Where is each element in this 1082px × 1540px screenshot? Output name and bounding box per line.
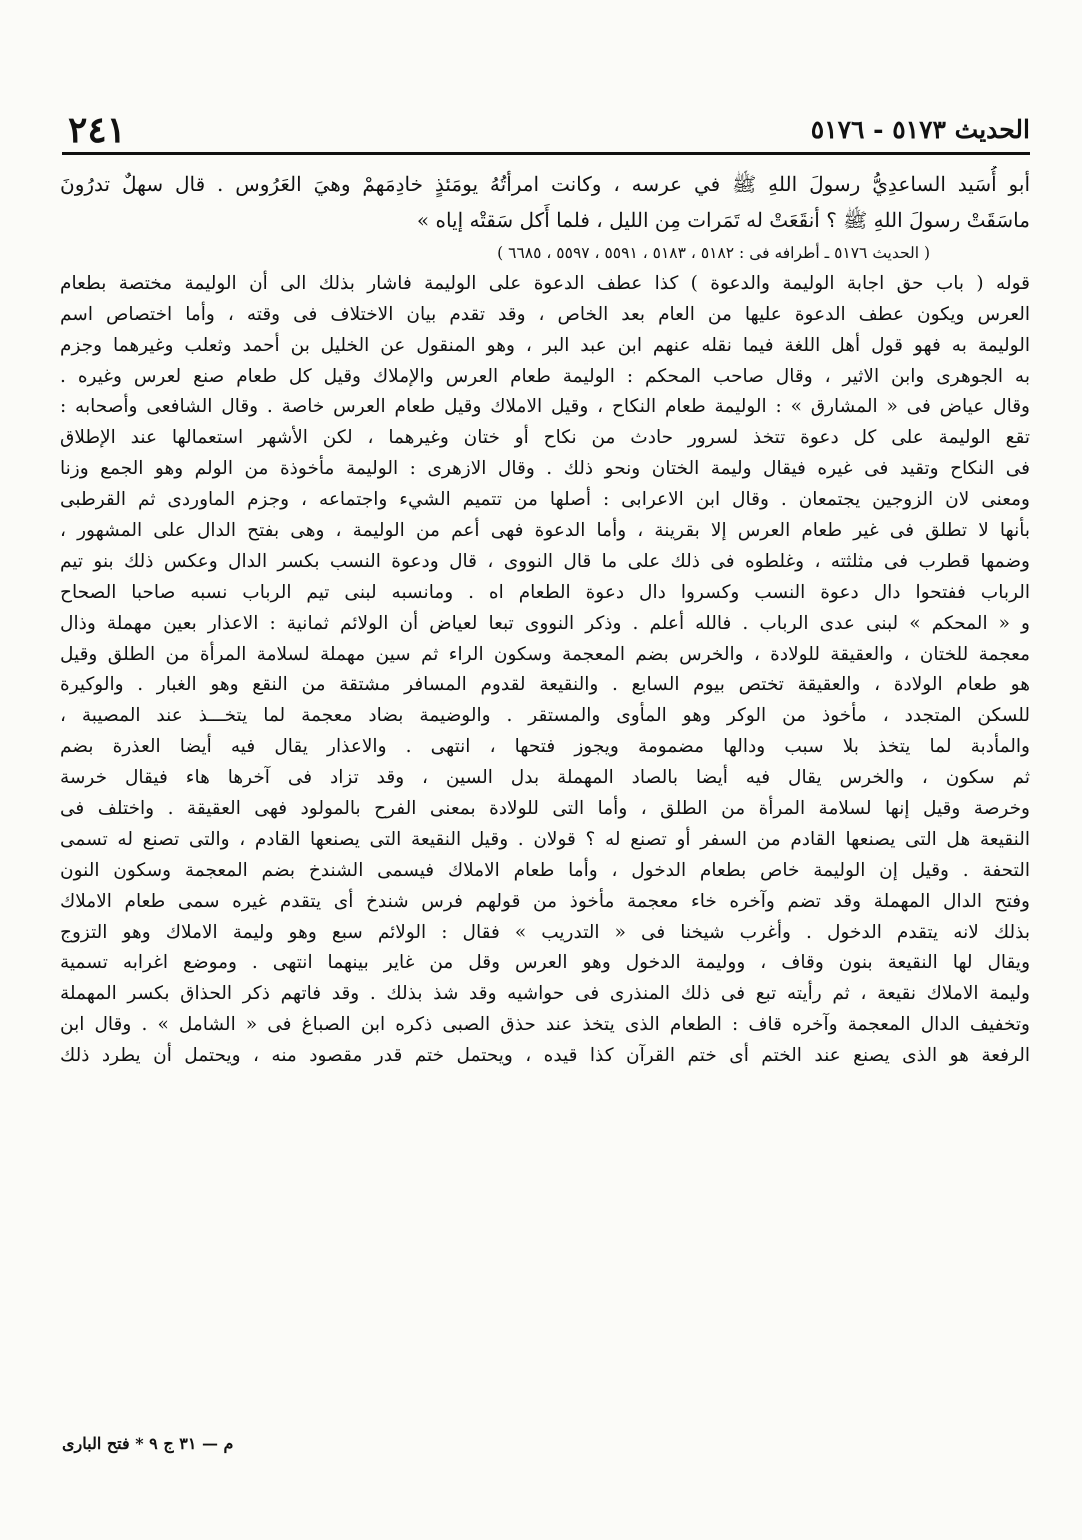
- text-line: ماسَقَتْ رسولَ اللهِ ﷺ ؟ أنقَعَتْ له تَمَرات مِن الليل ، فلما أَكل سَقتْه إياه »: [416, 208, 1030, 232]
- text-line: ويقال لها النقيعة بنون وقاف ، ووليمة الدخول وهو العرس وقل من غاير بينهما انتهى . وموضع اغرابه تسمية: [60, 952, 1030, 974]
- text-line: وضمها قطرب فى مثلثته ، وغلطوه فى ذلك على ما قال النووى ، قال ودعوة النسب بكسر الدال وعكس ذلك بنو تيم: [60, 550, 1030, 572]
- text-line: قوله ( باب حق اجابة الوليمة والدعوة ) كذا عطف الدعوة على الوليمة فاشار بذلك الى أن الوليمة مختصة بطعام: [60, 272, 1030, 294]
- text-line: والمأدبة لما يتخذ بلا سبب ودالها مضمومة ويجوز فتحها ، انتهى . والاعذار يقال فيه أيضا العذرة بضم: [60, 736, 1030, 758]
- text-line: به الجوهرى وابن الاثير ، وقال صاحب المحكم : الوليمة طعام العرس والإملاك وقيل كل طعام صنع لعرس وغيره .: [60, 365, 1030, 387]
- page-header: [62, 108, 1030, 152]
- hadith-cross-reference: ( الحديث ٥١٧٦ ـ أطرافه فى : ٥١٨٢ ، ٥١٨٣ ، ٥٥٩١ ، ٥٥٩٧ ، ٦٦٨٥ ): [497, 244, 930, 262]
- text-line: وتخفيف الدال المعجمة وآخره قاف : الطعام الذى يتخذ عند حذق الصبى ذكره ابن الصباغ فى « الشامل » . وقال ابن: [60, 1014, 1030, 1036]
- text-line: الرفعة هو الذى يصنع عند الختم أى ختم القرآن كذا قيده ، ويحتمل ختم قدر مقصود منه ، ويحتمل أن يطرد ذلك: [60, 1045, 1030, 1067]
- text-line: ثم سكون ، والخرس يقال فيه أيضا بالصاد المهملة بدل السين ، وقد تزاد فى آخرها هاء فيقال خرسة: [60, 767, 1030, 789]
- text-line: التحفة . وقيل إن الوليمة خاص بطعام الدخول ، وأما طعام الاملاك فيسمى الشندخ بضم المعجمة وسكون النون: [60, 859, 1030, 881]
- header-rule: [62, 152, 1030, 155]
- text-line: الوليمة به فهو قول أهل اللغة فيما نقله عنهم ابن عبد البر ، وهو المنقول عن الخليل بن أحمد وثعلب وغيرهما وجزم: [60, 334, 1030, 356]
- page-number: ٢٤١: [68, 109, 127, 151]
- text-line: تقع الوليمة على كل دعوة تتخذ لسرور حادث من نكاح أو ختان وغيرهما ، لكن الأشهر استعمالها عند الإطلاق: [60, 427, 1030, 449]
- text-line: وخرصة وقيل إنها لسلامة المرأة من الطلق ، وأما التى للولادة بمعنى الفرح بالمولود فهى العقيقة . واختلف فى: [60, 798, 1030, 820]
- text-line: ومعنى لان الزوجين يجتمعان . وقال ابن الاعرابى : أصلها من تتميم الشيء واجتماعه ، وجزم الماوردى ثم القرطبى: [60, 489, 1030, 511]
- text-line: الرباب ففتحوا دال دعوة النسب وكسروا دال دعوة الطعام اه . ومانسبه لبنى تيم الرباب نسبه صاحبا الصحاح: [60, 581, 1030, 603]
- text-line: فى النكاح وتقيد فى غيره فيقال وليمة الختان ونحو ذلك . وقال الازهرى : الوليمة مأخوذة من الولم وهو الجمع وزنا: [60, 458, 1030, 480]
- text-line: النقيعة هل التى يصنعها القادم من السفر أو تصنع له ؟ قولان . وقيل النقيعة التى يصنعها القادم ، والتى تصنع له تسمى: [60, 828, 1030, 850]
- text-line: و « المحكم » لبنى عدى الرباب . فالله أعلم . وذكر النووى تبعا لعياض أن الولائم ثمانية : الاعذار بعين مهملة وذال: [60, 612, 1030, 634]
- text-line: وقال عياض فى « المشارق » : الوليمة طعام النكاح ، وقيل الاملاك وقيل طعام العرس خاصة . وقال الشافعى وأصحابه :: [60, 396, 1030, 418]
- page-body: [60, 166, 1030, 1072]
- text-line: للسكن المتجدد ، مأخوذ من الوكر وهو المأوى والمستقر . والوضيمة بضاد معجمة لما يتخـــذ عند المصيبة ،: [60, 705, 1030, 727]
- running-head: الحديث ٥١٧٣ - ٥١٧٦: [810, 115, 1030, 144]
- printer-signature: م — ٣١ ج ٩ * فتح البارى: [62, 1434, 234, 1453]
- text-line: بذلك لانه يتقدم الدخول . وأغرب شيخنا فى « التدريب » فقال : الولائم سبع وهو وليمة الاملاك وهو التزوج: [60, 921, 1030, 943]
- text-line: أبو أُسَيد الساعدِيُّ رسولَ اللهِ ﷺ في عرسه ، وكانت امرأتُهُ يومَئذٍ خادِمَهمْ وهيَ العَرُوس . قال سهلٌ تدرُونَ: [60, 172, 1030, 196]
- text-line: وليمة الاملاك نقيعة ، ثم رأيته تبع فى ذلك المنذرى فى حواشيه وقد شذ بذلك . وقد فاتهم ذكر الحذاق بكسر المهملة: [60, 983, 1030, 1005]
- text-line: بأنها لا تطلق فى غير طعام العرس إلا بقرينة ، وأما الدعوة فهى أعم من الوليمة ، وهى بفتح الدال على المشهور ،: [60, 520, 1030, 542]
- text-line: العرس ويكون عطف الدعوة عليها من العام بعد الخاص ، وقد تقدم بيان الاختلاف فى وقته ، وأما اختصاص اسم: [60, 303, 1030, 325]
- text-line: معجمة للختان ، والعقيقة للولادة ، والخرس بضم المعجمة وسكون الراء ثم سين مهملة لسلامة المرأة من الطلق وقيل: [60, 643, 1030, 665]
- text-line: وفتح الدال المهملة وقد تضم وآخره خاء معجمة مأخوذ من قولهم فرس شندخ أى يتقدم غيره سمى طعام الاملاك: [60, 890, 1030, 912]
- text-line: هو طعام الولادة ، والعقيقة تختص بيوم السابع . والنقيعة لقدوم المسافر مشتقة من النقع وهو الغبار . والوكيرة: [60, 674, 1030, 696]
